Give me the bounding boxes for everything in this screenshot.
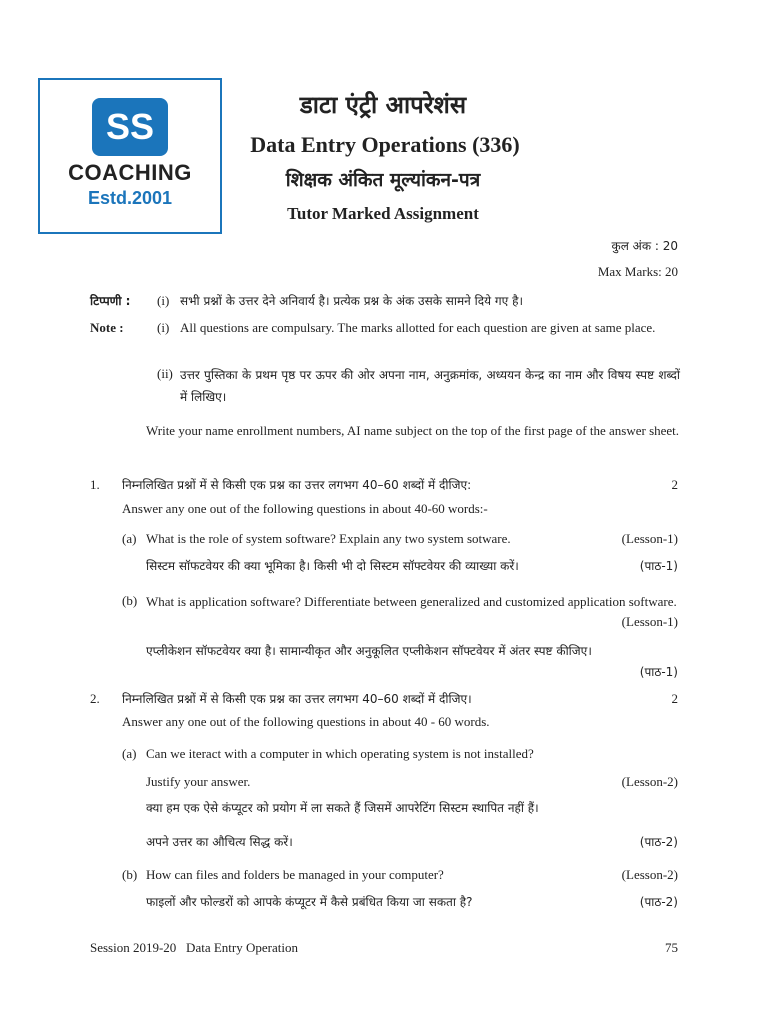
note-ii-number: (ii) bbox=[157, 366, 173, 381]
q2b-path: (पाठ-2) bbox=[639, 895, 678, 909]
q2a-english-line1: Can we iteract with a computer in which operating system is not installed? bbox=[146, 746, 534, 761]
q1-marks: 2 bbox=[671, 477, 678, 492]
title-english: Data Entry Operations (336) bbox=[250, 132, 520, 157]
title-hindi: डाटा एंट्री आपरेशंस bbox=[299, 91, 467, 119]
q1b-english: What is application software? Differentiate between generalized and customized application software. bbox=[146, 594, 677, 609]
q2a-english-line2: Justify your answer. bbox=[146, 774, 251, 789]
q2-number: 2. bbox=[90, 691, 100, 706]
q2a-label: (a) bbox=[122, 746, 137, 761]
q1a-lesson: (Lesson-1) bbox=[621, 531, 678, 546]
q2b-lesson: (Lesson-2) bbox=[621, 867, 678, 882]
note-label-english: Note : bbox=[90, 320, 124, 335]
q2-marks: 2 bbox=[671, 691, 678, 706]
q1b-hindi: एप्लीकेशन सॉफटवेयर क्या है। सामान्यीकृत और अनुकूलित एप्लीकेशन सॉफ्टवेयर में अंतर स्पष्ट कीजिए। bbox=[146, 644, 592, 658]
max-marks-hindi: कुल अंक : 20 bbox=[611, 239, 678, 253]
q2b-label: (b) bbox=[122, 867, 138, 882]
note-i-hindi: सभी प्रश्नों के उत्तर देने अनिवार्य है। प्रत्येक प्रश्न के अंक उसके सामने दिये गए है। bbox=[180, 294, 524, 308]
note-i-number-en: (i) bbox=[157, 320, 170, 335]
q2b-english: How can files and folders be managed in your computer? bbox=[146, 867, 444, 882]
footer-session: Session 2019-20 Data Entry Operation bbox=[90, 940, 298, 955]
subtitle-english: Tutor Marked Assignment bbox=[287, 204, 479, 223]
q2a-lesson: (Lesson-2) bbox=[621, 774, 678, 789]
q1-number: 1. bbox=[90, 477, 100, 492]
q2b-hindi: फाइलों और फोल्डरों को आपके कंप्यूटर में कैसे प्रबंधित किया जा सकता है? bbox=[146, 895, 473, 909]
footer-page-number: 75 bbox=[665, 940, 678, 955]
q2-english: Answer any one out of the following questions in about 40 - 60 words. bbox=[122, 714, 490, 729]
note-i-number: (i) bbox=[157, 293, 170, 308]
q1a-hindi: सिस्टम सॉफटवेयर की क्या भूमिका है। किसी भी दो सिस्टम सॉफ्टवेयर की व्याख्या करें। bbox=[146, 559, 519, 573]
note-ii-english: Write your name enrollment numbers, AI name subject on the top of the first page of the answer sheet. bbox=[146, 423, 680, 438]
q1a-english: What is the role of system software? Explain any two system sotware. bbox=[146, 531, 511, 546]
logo-estd-text: Estd.2001 bbox=[87, 188, 173, 208]
q2-hindi: निम्नलिखित प्रश्नों में से किसी एक प्रश्न का उत्तर लगभग 40–60 शब्दों में दीजिए। bbox=[122, 692, 472, 706]
logo-ss-badge: SS bbox=[92, 98, 168, 156]
q2a-hindi-line2: अपने उत्तर का औचित्य सिद्ध करें। bbox=[146, 835, 293, 849]
note-i-english: All questions are compulsary. The marks allotted for each question are given at same place. bbox=[180, 320, 656, 335]
q2a-hindi-line1: क्या हम एक ऐसे कंप्यूटर को प्रयोग में ला सकते हैं जिसमें आपरेटिंग सिस्टम स्थापित नहीं हैं। bbox=[146, 801, 539, 815]
subtitle-hindi: शिक्षक अंकित मूल्यांकन-पत्र bbox=[285, 169, 481, 191]
q1a-path: (पाठ-1) bbox=[639, 559, 678, 573]
q1b-label: (b) bbox=[122, 593, 138, 608]
q2a-path: (पाठ-2) bbox=[639, 835, 678, 849]
ss-coaching-logo bbox=[38, 78, 222, 234]
q1-english: Answer any one out of the following questions in about 40-60 words:- bbox=[122, 501, 488, 516]
q1b-path: (पाठ-1) bbox=[639, 665, 678, 679]
q1a-label: (a) bbox=[122, 531, 137, 546]
q1b-lesson: (Lesson-1) bbox=[621, 614, 678, 629]
note-label-hindi: टिप्पणी : bbox=[90, 294, 131, 308]
logo-coaching-text: COACHING bbox=[68, 160, 192, 185]
note-ii-hindi: उत्तर पुस्तिका के प्रथम पृष्ठ पर ऊपर की ओर अपना नाम, अनुक्रमांक, अध्ययन केन्द्र का नाम और विषय स्पष्ट शब्दों में लिखिए। bbox=[180, 368, 680, 404]
max-marks-english: Max Marks: 20 bbox=[597, 264, 678, 279]
q1-hindi: निम्नलिखित प्रश्नों में से किसी एक प्रश्न का उत्तर लगभग 40–60 शब्दों में दीजिए: bbox=[122, 478, 472, 492]
